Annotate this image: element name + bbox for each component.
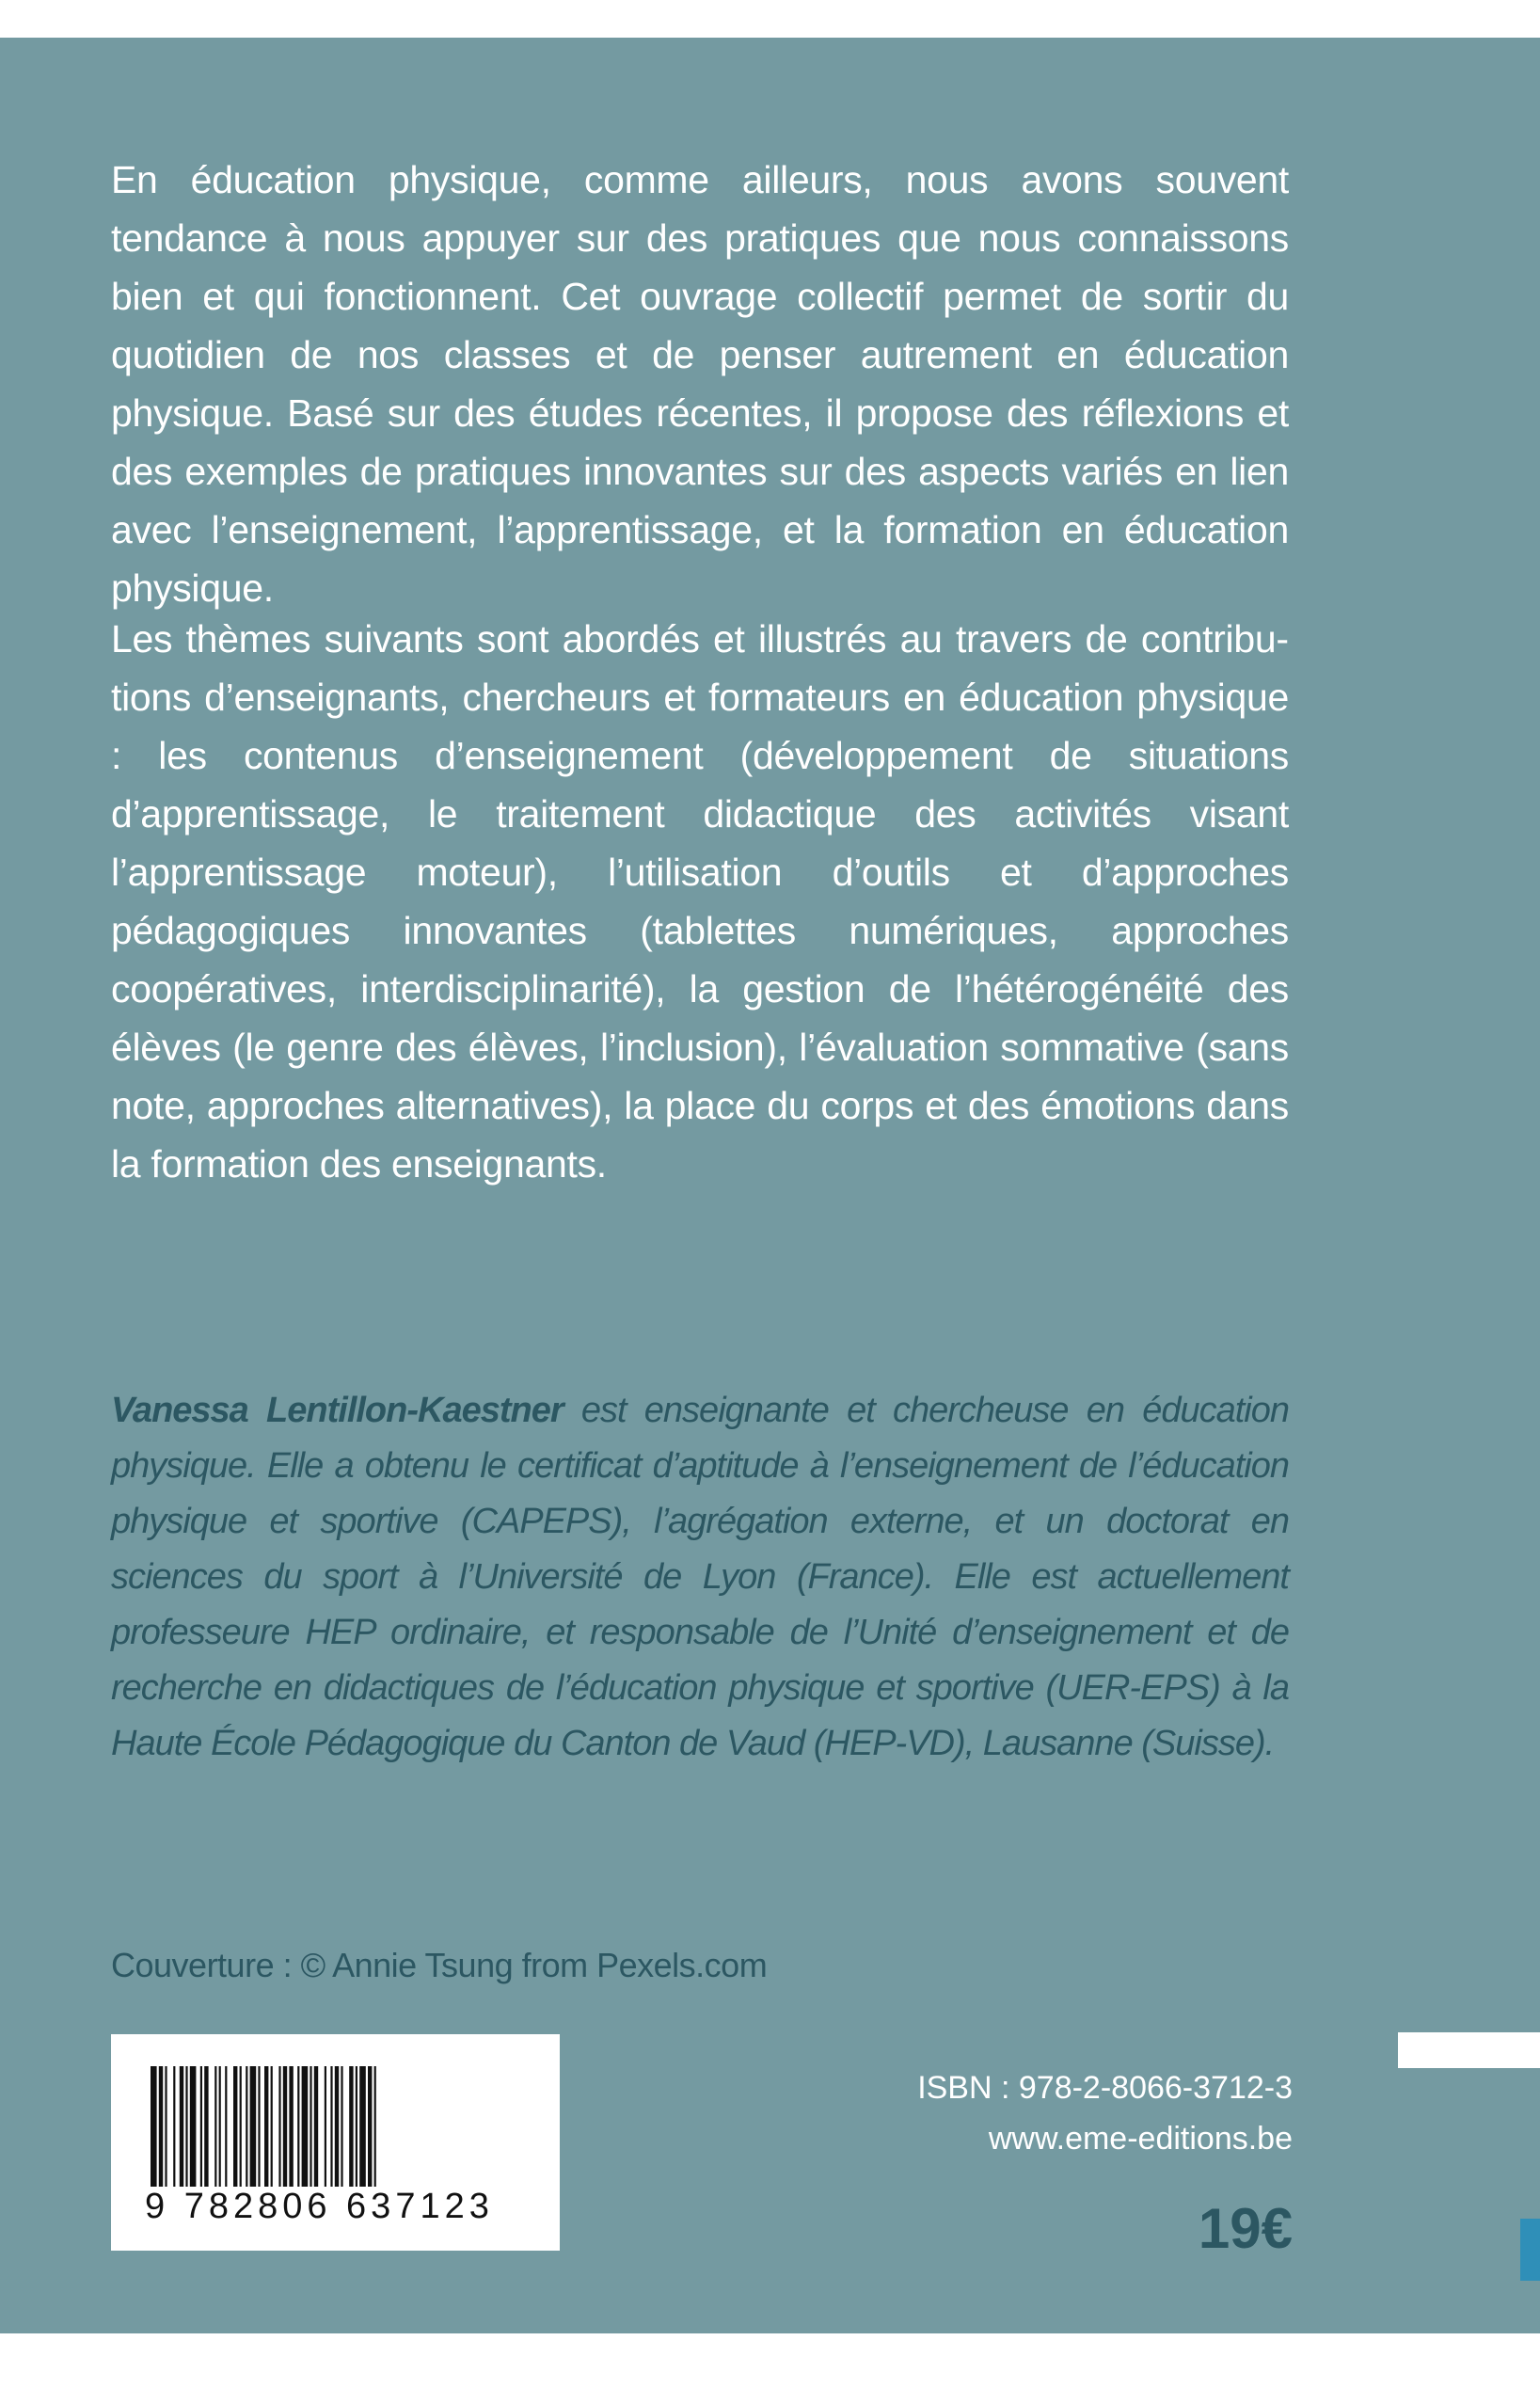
barcode-bar	[330, 2066, 332, 2187]
barcode-bar	[374, 2066, 376, 2187]
barcode-bar	[214, 2066, 216, 2187]
barcode-bar	[310, 2066, 311, 2187]
barcode-bar	[278, 2066, 280, 2187]
barcode-bar	[335, 2066, 339, 2187]
barcode-bar	[200, 2066, 202, 2187]
cover-credit: Couverture : © Annie Tsung from Pexels.com	[111, 1946, 768, 1984]
barcode-bar	[359, 2066, 366, 2187]
author-bio	[111, 1383, 1289, 1772]
barcode-bar	[240, 2066, 242, 2187]
barcode-bar	[297, 2066, 299, 2187]
summary-paragraph-2: Les thèmes suivants sont abordés et illustrés au travers de contributions d’enseignants, chercheurs et formateurs en éducation physique : les contenus d’enseignement (développement de situations d’apprentissage, le traitement didactique des activités visant l’apprentissage moteur), l’utilisation d’outils et d’approches pédagogiques innovantes (tablettes numériques, approches coopératives, interdisciplinarité), la gestion de l’hétérogénéité des élèves (le genre des élèves, l’inclusion), l’évaluation sommative (sans note, approches alternatives), la place du corps et des émotions dans la formation des enseignants.	[111, 617, 1289, 1186]
publisher-website: www.eme-editions.be	[988, 2121, 1293, 2157]
barcode-bar	[302, 2066, 309, 2187]
barcode-bar	[264, 2066, 268, 2187]
barcode-bar	[159, 2066, 163, 2187]
barcode-bar	[233, 2066, 237, 2187]
barcode-bar	[190, 2066, 197, 2187]
barcode-bar	[165, 2066, 167, 2187]
barcode-bar	[180, 2066, 183, 2187]
barcode-bar	[356, 2066, 357, 2187]
barcode-bar	[289, 2066, 293, 2187]
barcode-bar	[173, 2066, 175, 2187]
spine-tab	[1398, 2032, 1540, 2068]
barcode-bar	[246, 2066, 247, 2187]
barcode-bar	[225, 2066, 227, 2187]
barcode-number: 9 782806 637123	[145, 2187, 494, 2226]
barcode	[111, 2034, 560, 2251]
barcode-bars	[151, 2066, 522, 2187]
barcode-bar	[349, 2066, 353, 2187]
barcode-bar	[314, 2066, 318, 2187]
barcode-bar	[325, 2066, 326, 2187]
author-name: Vanessa Lentillon-Kaestner	[111, 1391, 564, 1430]
price: 19€	[1198, 2197, 1293, 2260]
barcode-bar	[250, 2066, 257, 2187]
barcode-bar	[204, 2066, 208, 2187]
barcode-bar	[283, 2066, 287, 2187]
barcode-bar	[151, 2066, 157, 2187]
barcode-bar	[271, 2066, 273, 2187]
summary-paragraph-1: En éducation physique, comme ailleurs, nous avons souvent tendance à nous appuyer sur des pratiques que nous connaissons bien et qui fonctionnent. Cet ouvrage collectif permet de sortir du quotidien de nos classes et de penser autrement en éducation physique. Basé sur des études récentes, il propose des réflexions et des exemples de pratiques innovantes sur des aspects variés en lien avec l’enseignement, l’apprentissage, et la formation en éducation physique.	[111, 158, 1289, 610]
barcode-bar	[185, 2066, 187, 2187]
publisher-logo	[1520, 2219, 1540, 2281]
author-bio-text: est enseignante et chercheuse en éducation physique. Elle a obtenu le certificat d’aptitude à l’enseignement de l’éducation physique et sportive (CAPEPS), l’agrégation externe, et un doctorat en sciences du sport à l’Université de Lyon (France). Elle est actuellement professeure HEP ordinaire, et responsable de l’Unité d’enseignement et de recherche en didactiques de l’éducation physique et sportive (UER-EPS) à la Haute École Pédagogique du Canton de Vaud (HEP-VD), Lausanne (Suisse).	[111, 1391, 1289, 1763]
barcode-bar	[368, 2066, 372, 2187]
barcode-bar	[219, 2066, 221, 2187]
barcode-bar	[341, 2066, 342, 2187]
barcode-bar	[258, 2066, 260, 2187]
isbn: ISBN : 978-2-8066-3712-3	[917, 2070, 1293, 2106]
